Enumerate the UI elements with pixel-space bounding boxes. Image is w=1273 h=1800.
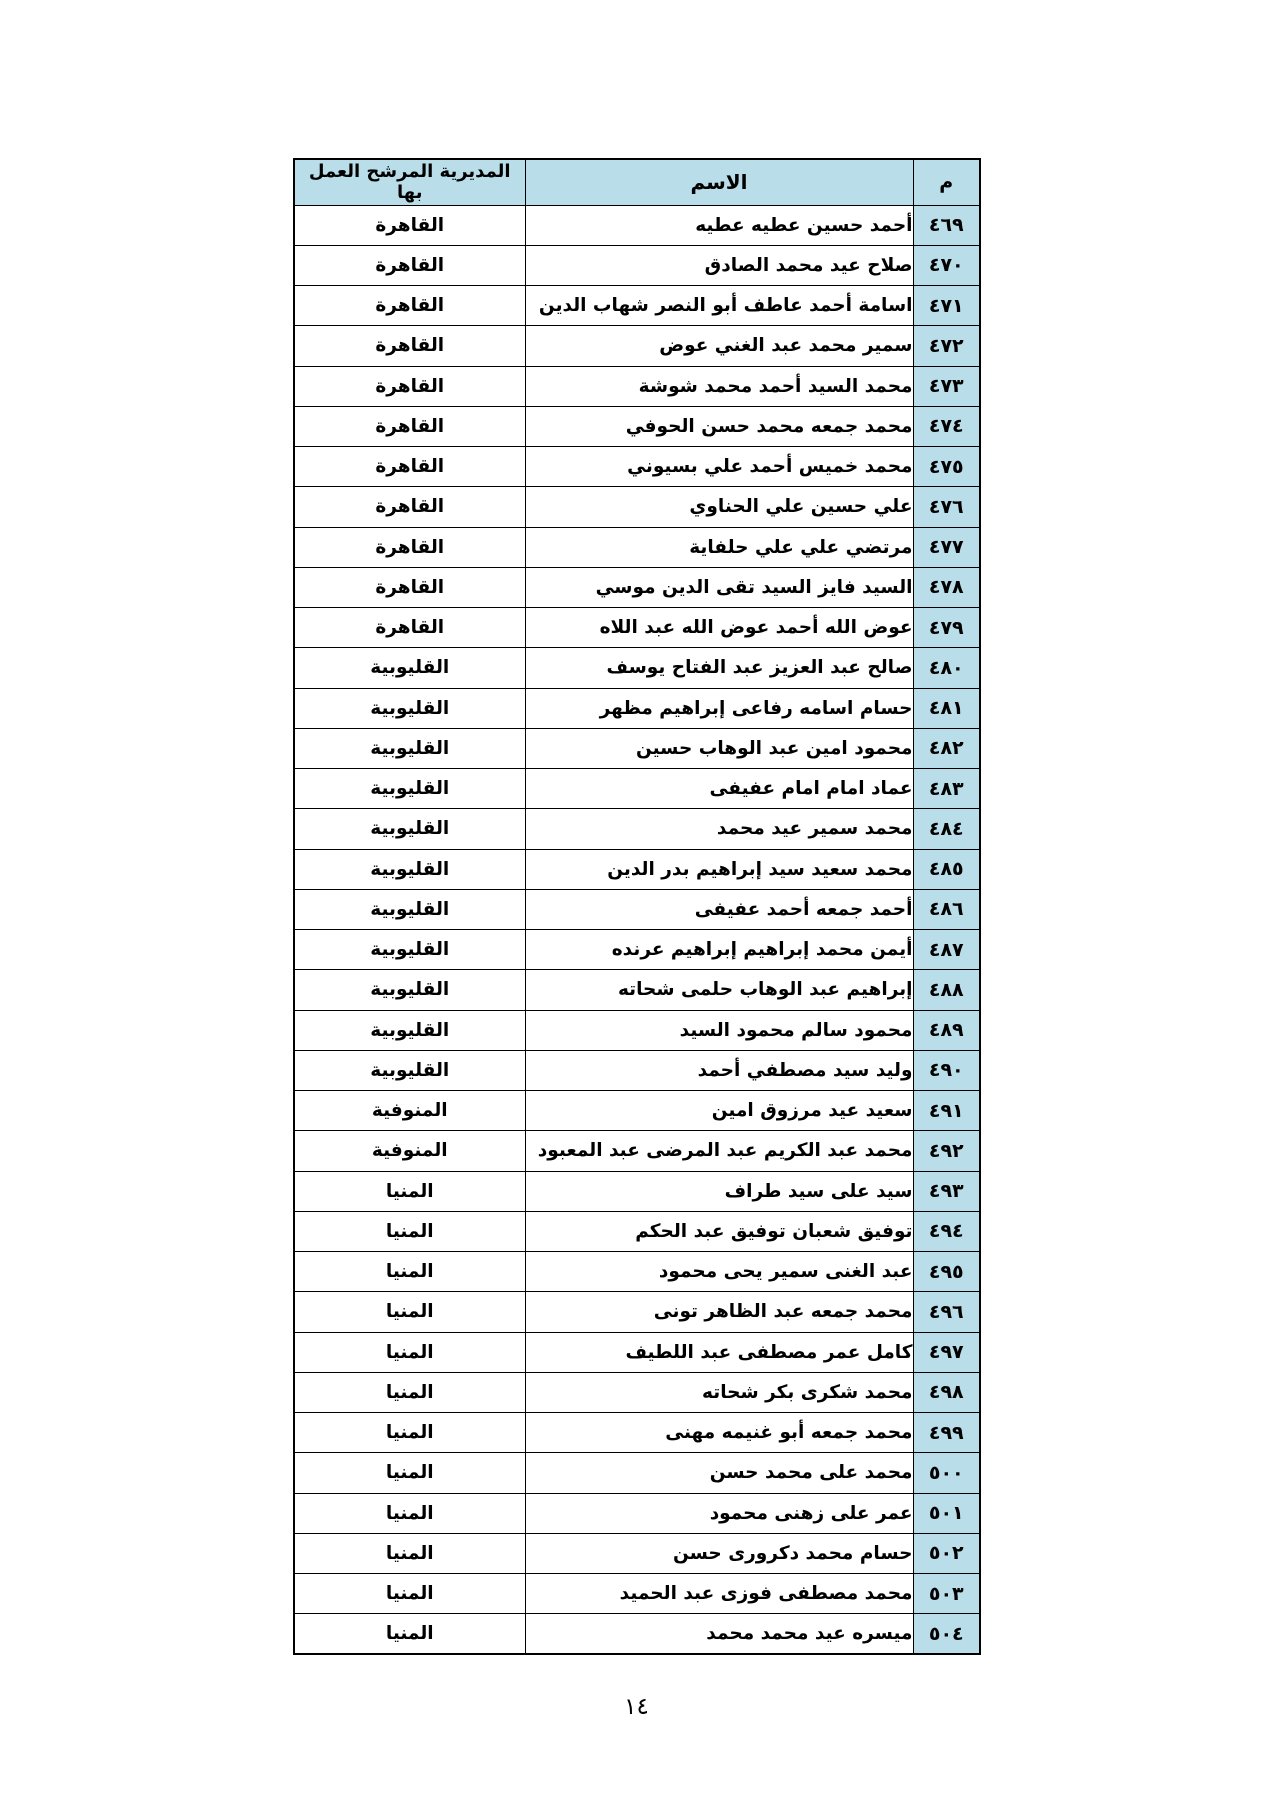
row-index-cell: ٤٨٤ [913, 809, 980, 849]
table-row [294, 648, 980, 688]
row-directorate-cell: القليوبية [294, 648, 525, 688]
row-index-cell: ٥٠٣ [913, 1574, 980, 1614]
table-row [294, 1533, 980, 1573]
row-index-cell: ٤٩٥ [913, 1252, 980, 1292]
table-row [294, 205, 980, 245]
row-name-cell: عبد الغنى سمير يحى محمود [525, 1252, 913, 1292]
table-row [294, 809, 980, 849]
row-index-cell: ٤٧٤ [913, 406, 980, 446]
row-directorate-cell: القليوبية [294, 1010, 525, 1050]
row-directorate-cell: القليوبية [294, 930, 525, 970]
table-row [294, 527, 980, 567]
row-index-cell: ٤٧٥ [913, 447, 980, 487]
table-row [294, 245, 980, 285]
table-row [294, 728, 980, 768]
row-directorate-cell: القليوبية [294, 769, 525, 809]
row-index-cell: ٤٧٠ [913, 245, 980, 285]
row-directorate-cell: المنيا [294, 1413, 525, 1453]
row-index-cell: ٤٩٤ [913, 1211, 980, 1251]
row-name-cell: إبراهيم عبد الوهاب حلمى شحاته [525, 970, 913, 1010]
row-name-cell: علي حسين علي الحناوي [525, 487, 913, 527]
row-index-cell: ٤٨٦ [913, 889, 980, 929]
table-row [294, 1211, 980, 1251]
table-row [294, 1050, 980, 1090]
row-directorate-cell: القليوبية [294, 849, 525, 889]
table-row [294, 447, 980, 487]
table-row [294, 970, 980, 1010]
table-row [294, 1453, 980, 1493]
row-name-cell: محمد جمعه محمد حسن الحوفي [525, 406, 913, 446]
candidates-table [293, 158, 981, 1655]
row-directorate-cell: القليوبية [294, 728, 525, 768]
row-directorate-cell: المنيا [294, 1533, 525, 1573]
table-row [294, 406, 980, 446]
row-name-cell: محمد عبد الكريم عبد المرضى عبد المعبود [525, 1131, 913, 1171]
row-name-cell: عوض الله أحمد عوض الله عبد اللاه [525, 608, 913, 648]
row-index-cell: ٤٨٩ [913, 1010, 980, 1050]
row-directorate-cell: القاهرة [294, 447, 525, 487]
row-name-cell: محمد سعيد سيد إبراهيم بدر الدين [525, 849, 913, 889]
row-name-cell: مرتضي علي علي حلفاية [525, 527, 913, 567]
row-name-cell: توفيق شعبان توفيق عبد الحكم [525, 1211, 913, 1251]
row-index-cell: ٤٧٨ [913, 567, 980, 607]
table-row [294, 1131, 980, 1171]
table-row [294, 930, 980, 970]
row-index-cell: ٤٨٨ [913, 970, 980, 1010]
row-directorate-cell: القليوبية [294, 688, 525, 728]
header-row [294, 159, 980, 205]
row-index-cell: ٤٨٧ [913, 930, 980, 970]
row-index-cell: ٤٩٨ [913, 1372, 980, 1412]
row-index-cell: ٤٧١ [913, 286, 980, 326]
row-index-cell: ٥٠١ [913, 1493, 980, 1533]
row-index-cell: ٤٩٢ [913, 1131, 980, 1171]
table-row [294, 1010, 980, 1050]
row-directorate-cell: المنوفية [294, 1091, 525, 1131]
table-row [294, 769, 980, 809]
table-row [294, 688, 980, 728]
row-directorate-cell: المنيا [294, 1372, 525, 1412]
table-row [294, 1574, 980, 1614]
row-name-cell: صلاح عيد محمد الصادق [525, 245, 913, 285]
row-index-cell: ٤٧٢ [913, 326, 980, 366]
table-row [294, 1332, 980, 1372]
row-name-cell: حسام اسامه رفاعى إبراهيم مظهر [525, 688, 913, 728]
row-index-cell: ٤٩٣ [913, 1171, 980, 1211]
row-name-cell: وليد سيد مصطفي أحمد [525, 1050, 913, 1090]
row-directorate-cell: القاهرة [294, 205, 525, 245]
row-index-cell: ٤٩٦ [913, 1292, 980, 1332]
table-body [294, 205, 980, 1654]
row-directorate-cell: القاهرة [294, 366, 525, 406]
table-row [294, 1372, 980, 1412]
row-index-cell: ٤٧٦ [913, 487, 980, 527]
row-directorate-cell: القليوبية [294, 970, 525, 1010]
row-index-cell: ٤٩٧ [913, 1332, 980, 1372]
row-directorate-cell: المنوفية [294, 1131, 525, 1171]
row-index-cell: ٥٠٢ [913, 1533, 980, 1573]
row-directorate-cell: القاهرة [294, 608, 525, 648]
row-directorate-cell: المنيا [294, 1171, 525, 1211]
row-directorate-cell: القاهرة [294, 245, 525, 285]
column-header-directorate: المديرية المرشح العمل بها [294, 159, 525, 205]
page-number: ١٤ [624, 1694, 649, 1720]
table-row [294, 889, 980, 929]
table-row [294, 1413, 980, 1453]
table-row [294, 1614, 980, 1654]
table-row [294, 1252, 980, 1292]
row-name-cell: سيد على سيد طراف [525, 1171, 913, 1211]
row-directorate-cell: القليوبية [294, 889, 525, 929]
row-name-cell: السيد فايز السيد تقى الدين موسي [525, 567, 913, 607]
row-directorate-cell: القاهرة [294, 406, 525, 446]
row-directorate-cell: المنيا [294, 1211, 525, 1251]
table-row [294, 608, 980, 648]
row-name-cell: محمد جمعه عبد الظاهر تونى [525, 1292, 913, 1332]
row-index-cell: ٤٨٥ [913, 849, 980, 889]
row-name-cell: محمد السيد أحمد محمد شوشة [525, 366, 913, 406]
row-index-cell: ٤٩٠ [913, 1050, 980, 1090]
row-name-cell: محمود سالم محمود السيد [525, 1010, 913, 1050]
row-directorate-cell: المنيا [294, 1493, 525, 1533]
row-directorate-cell: المنيا [294, 1252, 525, 1292]
row-name-cell: أيمن محمد إبراهيم إبراهيم عرنده [525, 930, 913, 970]
row-name-cell: سعيد عيد مرزوق امين [525, 1091, 913, 1131]
row-directorate-cell: القاهرة [294, 326, 525, 366]
row-index-cell: ٤٧٣ [913, 366, 980, 406]
row-index-cell: ٤٧٩ [913, 608, 980, 648]
row-name-cell: محمد جمعه أبو غنيمه مهنى [525, 1413, 913, 1453]
row-index-cell: ٤٦٩ [913, 205, 980, 245]
row-index-cell: ٤٧٧ [913, 527, 980, 567]
table-row [294, 1171, 980, 1211]
row-directorate-cell: القاهرة [294, 286, 525, 326]
row-index-cell: ٤٨٢ [913, 728, 980, 768]
table-row [294, 1091, 980, 1131]
row-name-cell: اسامة أحمد عاطف أبو النصر شهاب الدين [525, 286, 913, 326]
row-directorate-cell: القليوبية [294, 1050, 525, 1090]
table-row [294, 1292, 980, 1332]
row-name-cell: محمد شكرى بكر شحاته [525, 1372, 913, 1412]
column-header-name: الاسم [525, 159, 913, 205]
table-row [294, 849, 980, 889]
row-directorate-cell: المنيا [294, 1453, 525, 1493]
table-row [294, 487, 980, 527]
row-name-cell: محمد مصطفى فوزى عبد الحميد [525, 1574, 913, 1614]
row-name-cell: محمد سمير عيد محمد [525, 809, 913, 849]
row-name-cell: أحمد حسين عطيه عطيه [525, 205, 913, 245]
row-name-cell: محمد خميس أحمد علي بسيوني [525, 447, 913, 487]
row-name-cell: صالح عبد العزيز عبد الفتاح يوسف [525, 648, 913, 688]
row-index-cell: ٤٨١ [913, 688, 980, 728]
row-name-cell: عماد امام امام عفيفى [525, 769, 913, 809]
row-index-cell: ٤٩١ [913, 1091, 980, 1131]
table-row [294, 286, 980, 326]
row-index-cell: ٤٩٩ [913, 1413, 980, 1453]
table-row [294, 1493, 980, 1533]
row-directorate-cell: المنيا [294, 1614, 525, 1654]
row-index-cell: ٥٠٠ [913, 1453, 980, 1493]
table-header [294, 159, 980, 205]
row-index-cell: ٤٨٠ [913, 648, 980, 688]
row-name-cell: عمر على زهنى محمود [525, 1493, 913, 1533]
row-name-cell: محمد على محمد حسن [525, 1453, 913, 1493]
table-row [294, 366, 980, 406]
row-directorate-cell: المنيا [294, 1332, 525, 1372]
row-index-cell: ٥٠٤ [913, 1614, 980, 1654]
row-name-cell: أحمد جمعه أحمد عفيفى [525, 889, 913, 929]
row-directorate-cell: المنيا [294, 1292, 525, 1332]
row-name-cell: سمير محمد عبد الغني عوض [525, 326, 913, 366]
row-directorate-cell: القاهرة [294, 567, 525, 607]
row-directorate-cell: القاهرة [294, 527, 525, 567]
column-header-index: م [913, 159, 980, 205]
row-directorate-cell: القاهرة [294, 487, 525, 527]
row-name-cell: محمود امين عبد الوهاب حسين [525, 728, 913, 768]
row-index-cell: ٤٨٣ [913, 769, 980, 809]
table-row [294, 567, 980, 607]
row-name-cell: ميسره عيد محمد محمد [525, 1614, 913, 1654]
row-name-cell: كامل عمر مصطفى عبد اللطيف [525, 1332, 913, 1372]
row-name-cell: حسام محمد دكرورى حسن [525, 1533, 913, 1573]
table-row [294, 326, 980, 366]
row-directorate-cell: المنيا [294, 1574, 525, 1614]
row-directorate-cell: القليوبية [294, 809, 525, 849]
